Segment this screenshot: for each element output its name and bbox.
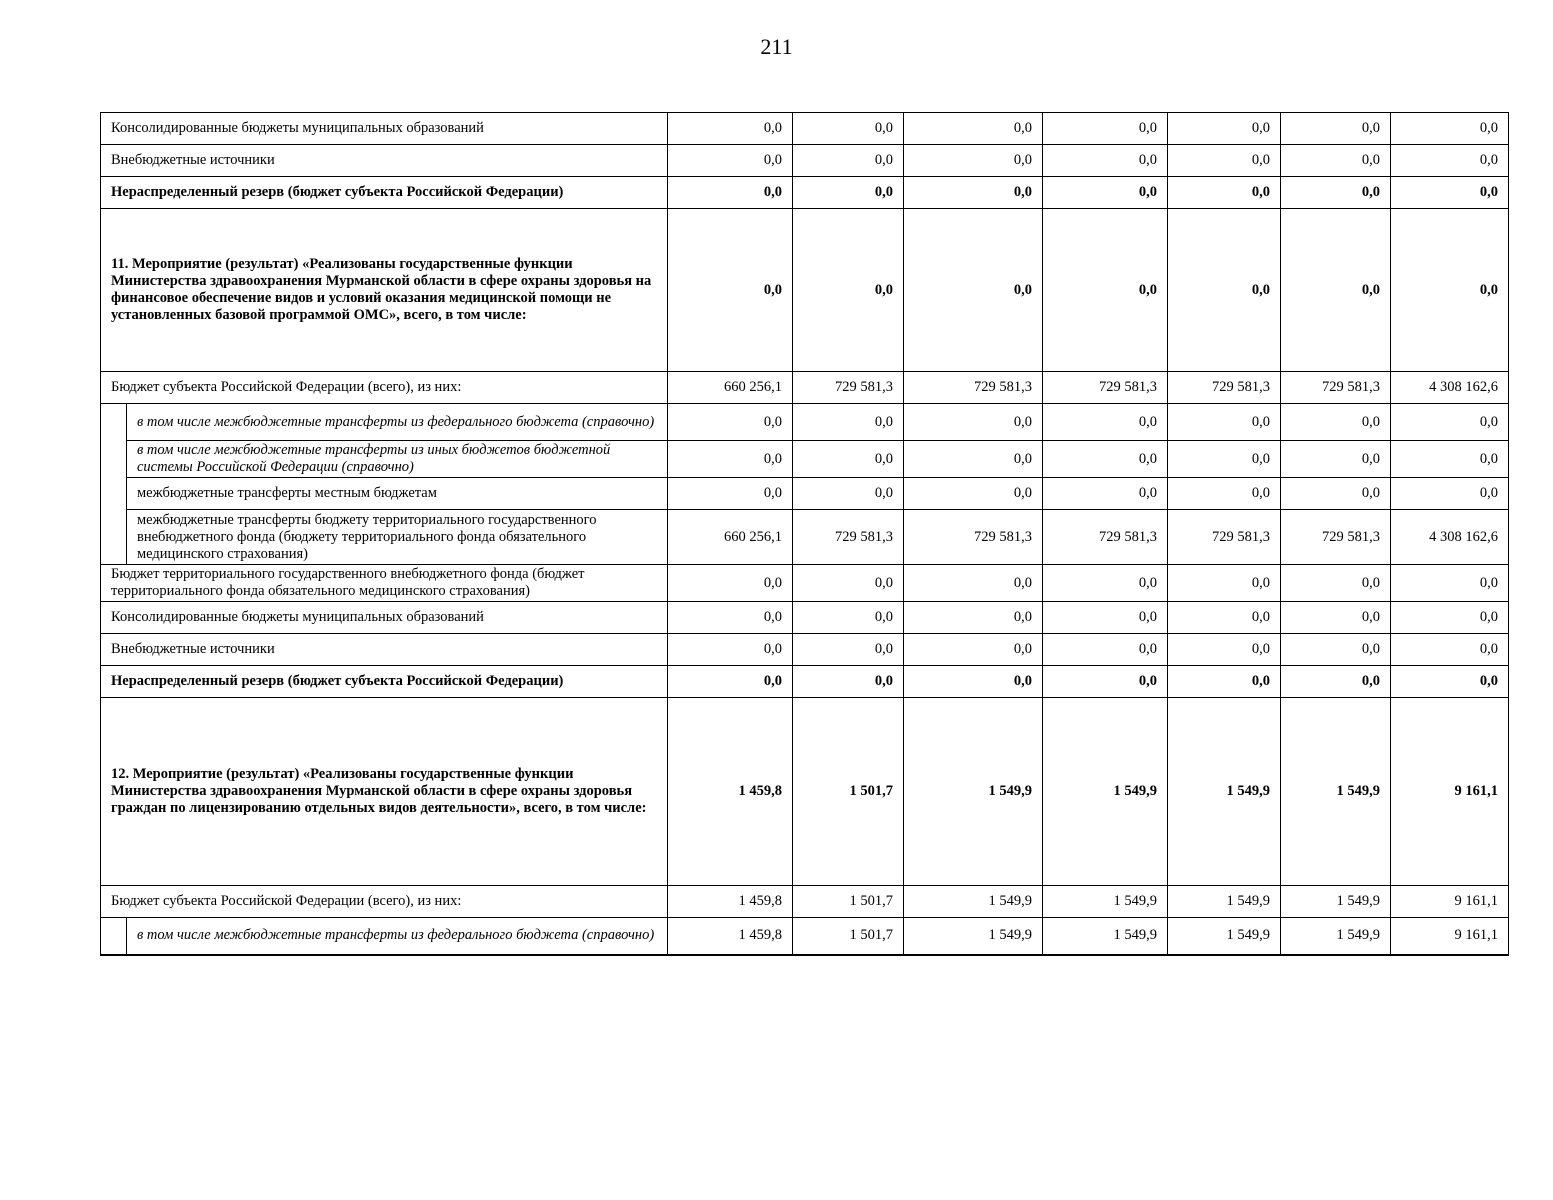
value-cell: 0,0 xyxy=(1043,602,1168,634)
value-cell: 0,0 xyxy=(1281,478,1391,510)
value-cell: 0,0 xyxy=(793,209,904,372)
value-cell: 1 549,9 xyxy=(1043,886,1168,918)
value-cell: 0,0 xyxy=(668,441,793,478)
table-row xyxy=(101,666,1509,698)
value-cell: 0,0 xyxy=(668,602,793,634)
value-cell: 0,0 xyxy=(793,666,904,698)
value-cell: 0,0 xyxy=(668,209,793,372)
value-cell: 0,0 xyxy=(668,478,793,510)
value-cell: 0,0 xyxy=(1043,666,1168,698)
value-cell: 0,0 xyxy=(668,145,793,177)
row-label: Бюджет территориального государственного внебюджетного фонда (бюджет территориального фонда обязательного медицинского страхования) xyxy=(101,565,668,602)
table-row xyxy=(101,886,1509,918)
value-cell: 0,0 xyxy=(793,565,904,602)
value-cell: 0,0 xyxy=(793,113,904,145)
table-row xyxy=(101,918,1509,955)
value-cell: 1 549,9 xyxy=(1281,886,1391,918)
value-cell: 1 549,9 xyxy=(1168,698,1281,886)
value-cell: 0,0 xyxy=(904,209,1043,372)
value-cell: 729 581,3 xyxy=(1043,372,1168,404)
value-cell: 0,0 xyxy=(1043,113,1168,145)
value-cell: 0,0 xyxy=(1043,441,1168,478)
value-cell: 0,0 xyxy=(1281,441,1391,478)
row-label: Внебюджетные источники xyxy=(101,145,668,177)
value-cell: 0,0 xyxy=(1281,602,1391,634)
value-cell: 0,0 xyxy=(793,441,904,478)
value-cell: 0,0 xyxy=(1168,404,1281,441)
value-cell: 0,0 xyxy=(668,634,793,666)
table-row xyxy=(101,177,1509,209)
value-cell: 1 501,7 xyxy=(793,886,904,918)
value-cell: 0,0 xyxy=(1281,177,1391,209)
value-cell: 0,0 xyxy=(668,177,793,209)
value-cell: 0,0 xyxy=(1391,666,1509,698)
value-cell: 729 581,3 xyxy=(793,372,904,404)
table-row xyxy=(101,565,1509,602)
table-row xyxy=(101,209,1509,372)
row-label: межбюджетные трансферты местным бюджетам xyxy=(127,478,668,510)
value-cell: 729 581,3 xyxy=(1281,372,1391,404)
table-row xyxy=(101,372,1509,404)
value-cell: 0,0 xyxy=(1168,209,1281,372)
value-cell: 0,0 xyxy=(1043,478,1168,510)
row-label: в том числе межбюджетные трансферты из федерального бюджета (справочно) xyxy=(127,918,668,955)
value-cell: 9 161,1 xyxy=(1391,698,1509,886)
value-cell: 0,0 xyxy=(904,478,1043,510)
value-cell: 660 256,1 xyxy=(668,372,793,404)
value-cell: 729 581,3 xyxy=(904,510,1043,565)
value-cell: 0,0 xyxy=(1043,145,1168,177)
value-cell: 0,0 xyxy=(1391,441,1509,478)
value-cell: 0,0 xyxy=(1168,634,1281,666)
value-cell: 0,0 xyxy=(1043,209,1168,372)
row-label: Внебюджетные источники xyxy=(101,634,668,666)
value-cell: 0,0 xyxy=(1043,404,1168,441)
row-label: в том числе межбюджетные трансферты из федерального бюджета (справочно) xyxy=(127,404,668,441)
table-row xyxy=(101,404,1509,441)
value-cell: 0,0 xyxy=(1043,634,1168,666)
value-cell: 0,0 xyxy=(793,634,904,666)
value-cell: 0,0 xyxy=(1391,404,1509,441)
value-cell: 1 459,8 xyxy=(668,918,793,955)
value-cell: 0,0 xyxy=(1391,634,1509,666)
value-cell: 0,0 xyxy=(1281,113,1391,145)
value-cell: 1 549,9 xyxy=(1043,918,1168,955)
row-label: Нераспределенный резерв (бюджет субъекта Российской Федерации) xyxy=(101,666,668,698)
value-cell: 0,0 xyxy=(904,404,1043,441)
value-cell: 729 581,3 xyxy=(1043,510,1168,565)
value-cell: 660 256,1 xyxy=(668,510,793,565)
table-row xyxy=(101,510,1509,565)
indent-cell xyxy=(101,404,127,565)
value-cell: 729 581,3 xyxy=(1281,510,1391,565)
value-cell: 729 581,3 xyxy=(1168,510,1281,565)
value-cell: 0,0 xyxy=(793,145,904,177)
budget-table xyxy=(100,112,1509,956)
value-cell: 0,0 xyxy=(1391,177,1509,209)
value-cell: 0,0 xyxy=(1281,404,1391,441)
value-cell: 4 308 162,6 xyxy=(1391,510,1509,565)
value-cell: 1 501,7 xyxy=(793,918,904,955)
indent-cell xyxy=(101,918,127,955)
value-cell: 729 581,3 xyxy=(904,372,1043,404)
value-cell: 0,0 xyxy=(1391,113,1509,145)
value-cell: 0,0 xyxy=(1391,209,1509,372)
value-cell: 4 308 162,6 xyxy=(1391,372,1509,404)
row-label: Нераспределенный резерв (бюджет субъекта Российской Федерации) xyxy=(101,177,668,209)
value-cell: 1 549,9 xyxy=(1168,886,1281,918)
value-cell: 0,0 xyxy=(1281,145,1391,177)
value-cell: 0,0 xyxy=(668,404,793,441)
value-cell: 0,0 xyxy=(1168,565,1281,602)
value-cell: 0,0 xyxy=(668,565,793,602)
value-cell: 0,0 xyxy=(1043,177,1168,209)
value-cell: 0,0 xyxy=(1168,145,1281,177)
value-cell: 1 549,9 xyxy=(1043,698,1168,886)
value-cell: 1 549,9 xyxy=(1281,698,1391,886)
value-cell: 0,0 xyxy=(793,602,904,634)
table-row xyxy=(101,634,1509,666)
value-cell: 0,0 xyxy=(1391,565,1509,602)
row-label: 11. Мероприятие (результат) «Реализованы государственные функции Министерства здравоохранения Мурманской области в сфере охраны здоровья на финансовое обеспечение видов и условий оказания медицинской помощи не установленных базовой программой ОМС», всего, в том числе: xyxy=(101,209,668,372)
value-cell: 0,0 xyxy=(904,177,1043,209)
value-cell: 0,0 xyxy=(904,145,1043,177)
value-cell: 0,0 xyxy=(668,113,793,145)
value-cell: 0,0 xyxy=(904,634,1043,666)
table-row xyxy=(101,602,1509,634)
value-cell: 0,0 xyxy=(1168,602,1281,634)
value-cell: 1 549,9 xyxy=(1168,918,1281,955)
table-row xyxy=(101,478,1509,510)
table-row xyxy=(101,698,1509,886)
table-row xyxy=(101,145,1509,177)
value-cell: 0,0 xyxy=(1281,209,1391,372)
value-cell: 0,0 xyxy=(793,404,904,441)
value-cell: 0,0 xyxy=(1168,441,1281,478)
row-label: Бюджет субъекта Российской Федерации (всего), из них: xyxy=(101,886,668,918)
value-cell: 1 549,9 xyxy=(904,698,1043,886)
value-cell: 0,0 xyxy=(1168,666,1281,698)
row-label: Консолидированные бюджеты муниципальных образований xyxy=(101,602,668,634)
value-cell: 0,0 xyxy=(1391,478,1509,510)
value-cell: 0,0 xyxy=(904,602,1043,634)
row-label: межбюджетные трансферты бюджету территориального государственного внебюджетного фонда (бюджету территориального фонда обязательного медицинского страхования) xyxy=(127,510,668,565)
value-cell: 0,0 xyxy=(1281,634,1391,666)
row-label: в том числе межбюджетные трансферты из иных бюджетов бюджетной системы Российской Федерации (справочно) xyxy=(127,441,668,478)
value-cell: 0,0 xyxy=(1168,113,1281,145)
value-cell: 1 549,9 xyxy=(904,918,1043,955)
table-body xyxy=(101,113,1509,955)
value-cell: 0,0 xyxy=(1168,478,1281,510)
table-row xyxy=(101,441,1509,478)
value-cell: 1 459,8 xyxy=(668,698,793,886)
value-cell: 0,0 xyxy=(1281,666,1391,698)
value-cell: 1 549,9 xyxy=(1281,918,1391,955)
value-cell: 0,0 xyxy=(1043,565,1168,602)
value-cell: 1 549,9 xyxy=(904,886,1043,918)
value-cell: 0,0 xyxy=(904,113,1043,145)
value-cell: 0,0 xyxy=(793,478,904,510)
row-label: Бюджет субъекта Российской Федерации (всего), из них: xyxy=(101,372,668,404)
value-cell: 0,0 xyxy=(1391,602,1509,634)
value-cell: 1 459,8 xyxy=(668,886,793,918)
row-label: Консолидированные бюджеты муниципальных образований xyxy=(101,113,668,145)
value-cell: 9 161,1 xyxy=(1391,886,1509,918)
table-row xyxy=(101,113,1509,145)
value-cell: 0,0 xyxy=(904,441,1043,478)
value-cell: 1 501,7 xyxy=(793,698,904,886)
value-cell: 0,0 xyxy=(1281,565,1391,602)
value-cell: 729 581,3 xyxy=(793,510,904,565)
value-cell: 0,0 xyxy=(904,565,1043,602)
value-cell: 0,0 xyxy=(668,666,793,698)
row-label: 12. Мероприятие (результат) «Реализованы государственные функции Министерства здравоохранения Мурманской области в сфере охраны здоровья граждан по лицензированию отдельных видов деятельности», всего, в том числе: xyxy=(101,698,668,886)
value-cell: 0,0 xyxy=(1391,145,1509,177)
value-cell: 0,0 xyxy=(793,177,904,209)
page-number: 211 xyxy=(760,34,793,59)
value-cell: 0,0 xyxy=(904,666,1043,698)
value-cell: 0,0 xyxy=(1168,177,1281,209)
value-cell: 729 581,3 xyxy=(1168,372,1281,404)
value-cell: 9 161,1 xyxy=(1391,918,1509,955)
